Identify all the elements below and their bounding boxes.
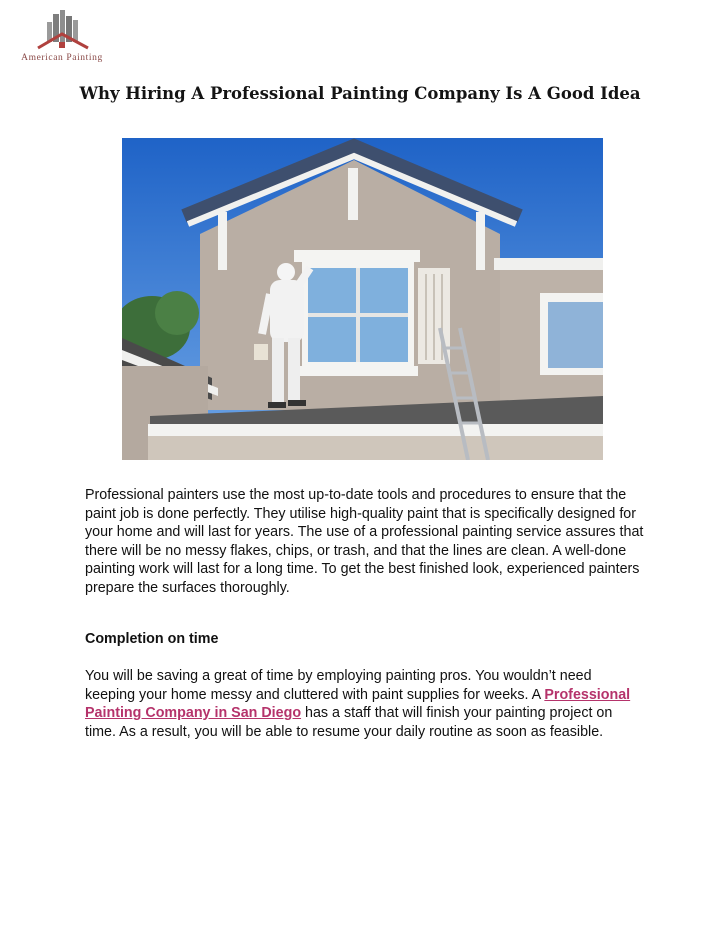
completion-paragraph xyxy=(85,667,645,741)
logo-brand-text: American Painting xyxy=(21,53,103,63)
intro-paragraph: Professional painters use the most up-to-date tools and procedures to ensure that the paint job is done perfectly. They utilise high-quality paint that is specifically designed for your home and will last for years. The use of a professional painting service assures that there will be no messy flakes, chips, or trash, and that the lines are clean. A well-done painting work will last for a long time. To get the best finished look, experienced painters prepare the surfaces thoroughly. xyxy=(85,487,644,596)
building-skyline-roof-logo-icon xyxy=(10,8,114,54)
professional-painting-company-link[interactable]: Professional Painting Company in San Diego xyxy=(85,686,631,722)
section-heading: Completion on time xyxy=(85,631,219,647)
paragraph-text-before-link: You will be saving a great of time by employing painting pros. You wouldn’t need keeping your home messy and cluttered with paint supplies for weeks. A xyxy=(85,668,592,703)
company-logo xyxy=(10,8,114,64)
painter-painting-house-window-icon xyxy=(122,138,603,460)
hero-image xyxy=(122,138,603,460)
paragraph-text-after-link: has a staff that will finish your painting project on time. As a result, you will be able to resume your daily routine as soon as feasible. xyxy=(85,705,613,740)
article-title: Why Hiring A Professional Painting Company Is A Good Idea xyxy=(79,84,641,103)
